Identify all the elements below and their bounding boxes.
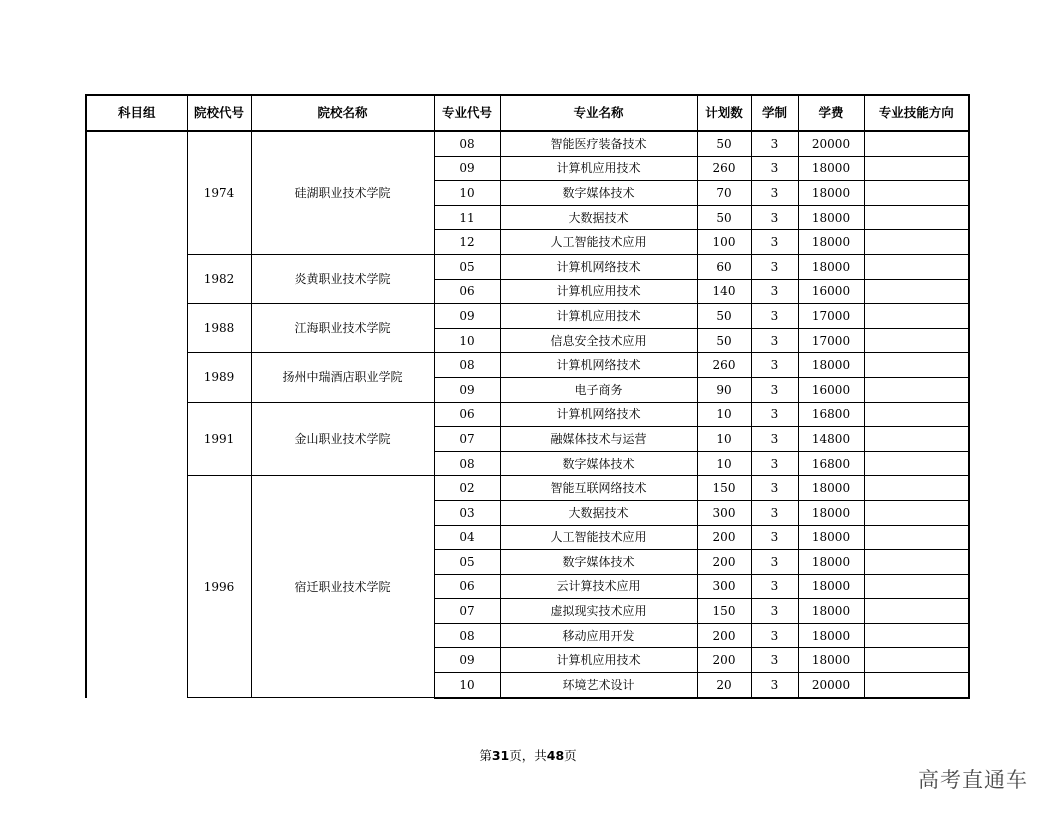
skill-direction-cell bbox=[864, 254, 969, 279]
skill-direction-cell bbox=[864, 574, 969, 599]
major-name-cell: 数字媒体技术 bbox=[500, 181, 697, 206]
tuition-cell: 16800 bbox=[798, 402, 864, 427]
major-code-cell: 05 bbox=[434, 550, 500, 575]
duration-cell: 3 bbox=[751, 623, 798, 648]
tuition-cell: 18000 bbox=[798, 205, 864, 230]
school-code-cell: 1996 bbox=[187, 476, 251, 698]
duration-cell: 3 bbox=[751, 205, 798, 230]
major-code-cell: 07 bbox=[434, 427, 500, 452]
skill-direction-cell bbox=[864, 500, 969, 525]
tuition-cell: 18000 bbox=[798, 599, 864, 624]
table-header-row bbox=[86, 95, 969, 131]
school-code-cell: 1982 bbox=[187, 254, 251, 303]
tuition-cell: 18000 bbox=[798, 623, 864, 648]
table-row bbox=[86, 476, 969, 501]
tuition-cell: 18000 bbox=[798, 254, 864, 279]
duration-cell: 3 bbox=[751, 328, 798, 353]
major-name-cell: 计算机网络技术 bbox=[500, 353, 697, 378]
footer-middle: 页，共 bbox=[509, 748, 547, 763]
header-major-name: 专业名称 bbox=[500, 95, 697, 131]
duration-cell: 3 bbox=[751, 353, 798, 378]
major-code-cell: 06 bbox=[434, 279, 500, 304]
duration-cell: 3 bbox=[751, 181, 798, 206]
tuition-cell: 18000 bbox=[798, 525, 864, 550]
major-code-cell: 10 bbox=[434, 181, 500, 206]
skill-direction-cell bbox=[864, 353, 969, 378]
major-name-cell: 信息安全技术应用 bbox=[500, 328, 697, 353]
plan-count-cell: 60 bbox=[697, 254, 751, 279]
plan-count-cell: 300 bbox=[697, 574, 751, 599]
skill-direction-cell bbox=[864, 648, 969, 673]
header-direction: 专业技能方向 bbox=[864, 95, 969, 131]
major-code-cell: 12 bbox=[434, 230, 500, 255]
subject-group-cell bbox=[86, 131, 187, 698]
duration-cell: 3 bbox=[751, 131, 798, 156]
major-code-cell: 08 bbox=[434, 623, 500, 648]
duration-cell: 3 bbox=[751, 550, 798, 575]
current-page-number: 31 bbox=[491, 748, 510, 763]
major-code-cell: 03 bbox=[434, 500, 500, 525]
major-code-cell: 06 bbox=[434, 574, 500, 599]
major-name-cell: 计算机应用技术 bbox=[500, 279, 697, 304]
plan-count-cell: 150 bbox=[697, 476, 751, 501]
plan-count-cell: 50 bbox=[697, 205, 751, 230]
table-row bbox=[86, 353, 969, 378]
major-name-cell: 计算机网络技术 bbox=[500, 402, 697, 427]
major-name-cell: 移动应用开发 bbox=[500, 623, 697, 648]
skill-direction-cell bbox=[864, 476, 969, 501]
skill-direction-cell bbox=[864, 623, 969, 648]
school-name-cell: 硅湖职业技术学院 bbox=[251, 131, 434, 254]
header-major-code: 专业代号 bbox=[434, 95, 500, 131]
plan-count-cell: 50 bbox=[697, 131, 751, 156]
skill-direction-cell bbox=[864, 550, 969, 575]
major-name-cell: 计算机应用技术 bbox=[500, 156, 697, 181]
duration-cell: 3 bbox=[751, 451, 798, 476]
major-name-cell: 智能医疗装备技术 bbox=[500, 131, 697, 156]
school-code-cell: 1989 bbox=[187, 353, 251, 402]
school-code-cell: 1988 bbox=[187, 304, 251, 353]
skill-direction-cell bbox=[864, 156, 969, 181]
major-code-cell: 10 bbox=[434, 673, 500, 698]
skill-direction-cell bbox=[864, 599, 969, 624]
school-name-cell: 江海职业技术学院 bbox=[251, 304, 434, 353]
duration-cell: 3 bbox=[751, 525, 798, 550]
school-name-cell: 炎黄职业技术学院 bbox=[251, 254, 434, 303]
duration-cell: 3 bbox=[751, 402, 798, 427]
table-body bbox=[86, 131, 969, 698]
major-code-cell: 05 bbox=[434, 254, 500, 279]
duration-cell: 3 bbox=[751, 304, 798, 329]
major-code-cell: 09 bbox=[434, 377, 500, 402]
admission-plan-table bbox=[85, 94, 970, 699]
major-name-cell: 计算机应用技术 bbox=[500, 304, 697, 329]
major-name-cell: 人工智能技术应用 bbox=[500, 230, 697, 255]
header-plan: 计划数 bbox=[697, 95, 751, 131]
skill-direction-cell bbox=[864, 205, 969, 230]
major-name-cell: 智能互联网络技术 bbox=[500, 476, 697, 501]
plan-count-cell: 300 bbox=[697, 500, 751, 525]
plan-count-cell: 100 bbox=[697, 230, 751, 255]
major-code-cell: 09 bbox=[434, 156, 500, 181]
tuition-cell: 18000 bbox=[798, 648, 864, 673]
tuition-cell: 18000 bbox=[798, 476, 864, 501]
major-name-cell: 电子商务 bbox=[500, 377, 697, 402]
plan-count-cell: 260 bbox=[697, 353, 751, 378]
skill-direction-cell bbox=[864, 377, 969, 402]
major-name-cell: 虚拟现实技术应用 bbox=[500, 599, 697, 624]
plan-count-cell: 90 bbox=[697, 377, 751, 402]
school-code-cell: 1974 bbox=[187, 131, 251, 254]
major-code-cell: 10 bbox=[434, 328, 500, 353]
school-code-cell: 1991 bbox=[187, 402, 251, 476]
tuition-cell: 16000 bbox=[798, 279, 864, 304]
plan-count-cell: 200 bbox=[697, 648, 751, 673]
major-name-cell: 计算机应用技术 bbox=[500, 648, 697, 673]
tuition-cell: 14800 bbox=[798, 427, 864, 452]
skill-direction-cell bbox=[864, 304, 969, 329]
header-school-code: 院校代号 bbox=[187, 95, 251, 131]
duration-cell: 3 bbox=[751, 673, 798, 698]
skill-direction-cell bbox=[864, 451, 969, 476]
major-code-cell: 09 bbox=[434, 304, 500, 329]
header-years: 学制 bbox=[751, 95, 798, 131]
tuition-cell: 18000 bbox=[798, 574, 864, 599]
school-name-cell: 扬州中瑞酒店职业学院 bbox=[251, 353, 434, 402]
major-code-cell: 08 bbox=[434, 353, 500, 378]
major-name-cell: 融媒体技术与运营 bbox=[500, 427, 697, 452]
tuition-cell: 16800 bbox=[798, 451, 864, 476]
major-name-cell: 大数据技术 bbox=[500, 205, 697, 230]
major-name-cell: 数字媒体技术 bbox=[500, 451, 697, 476]
major-code-cell: 08 bbox=[434, 451, 500, 476]
skill-direction-cell bbox=[864, 131, 969, 156]
skill-direction-cell bbox=[864, 230, 969, 255]
duration-cell: 3 bbox=[751, 427, 798, 452]
duration-cell: 3 bbox=[751, 377, 798, 402]
tuition-cell: 16000 bbox=[798, 377, 864, 402]
table-row bbox=[86, 402, 969, 427]
duration-cell: 3 bbox=[751, 279, 798, 304]
plan-count-cell: 10 bbox=[697, 402, 751, 427]
tuition-cell: 18000 bbox=[798, 500, 864, 525]
duration-cell: 3 bbox=[751, 648, 798, 673]
major-code-cell: 06 bbox=[434, 402, 500, 427]
major-code-cell: 04 bbox=[434, 525, 500, 550]
plan-count-cell: 10 bbox=[697, 427, 751, 452]
major-code-cell: 02 bbox=[434, 476, 500, 501]
major-name-cell: 大数据技术 bbox=[500, 500, 697, 525]
skill-direction-cell bbox=[864, 181, 969, 206]
duration-cell: 3 bbox=[751, 230, 798, 255]
major-code-cell: 11 bbox=[434, 205, 500, 230]
plan-count-cell: 140 bbox=[697, 279, 751, 304]
footer-prefix: 第 bbox=[479, 748, 492, 763]
page-footer bbox=[0, 746, 1056, 764]
skill-direction-cell bbox=[864, 402, 969, 427]
plan-count-cell: 200 bbox=[697, 550, 751, 575]
table-row bbox=[86, 254, 969, 279]
duration-cell: 3 bbox=[751, 476, 798, 501]
duration-cell: 3 bbox=[751, 500, 798, 525]
plan-count-cell: 50 bbox=[697, 328, 751, 353]
skill-direction-cell bbox=[864, 673, 969, 698]
major-code-cell: 09 bbox=[434, 648, 500, 673]
major-code-cell: 07 bbox=[434, 599, 500, 624]
major-code-cell: 08 bbox=[434, 131, 500, 156]
skill-direction-cell bbox=[864, 328, 969, 353]
table-row bbox=[86, 304, 969, 329]
plan-count-cell: 70 bbox=[697, 181, 751, 206]
skill-direction-cell bbox=[864, 279, 969, 304]
tuition-cell: 17000 bbox=[798, 328, 864, 353]
plan-count-cell: 10 bbox=[697, 451, 751, 476]
tuition-cell: 18000 bbox=[798, 550, 864, 575]
plan-count-cell: 20 bbox=[697, 673, 751, 698]
skill-direction-cell bbox=[864, 525, 969, 550]
tuition-cell: 17000 bbox=[798, 304, 864, 329]
header-fee: 学费 bbox=[798, 95, 864, 131]
plan-count-cell: 150 bbox=[697, 599, 751, 624]
major-name-cell: 环境艺术设计 bbox=[500, 673, 697, 698]
total-page-number: 48 bbox=[546, 748, 565, 763]
major-name-cell: 人工智能技术应用 bbox=[500, 525, 697, 550]
tuition-cell: 18000 bbox=[798, 181, 864, 206]
watermark: 高考直通车 bbox=[918, 768, 1028, 792]
duration-cell: 3 bbox=[751, 254, 798, 279]
plan-count-cell: 200 bbox=[697, 525, 751, 550]
header-school-name: 院校名称 bbox=[251, 95, 434, 131]
major-name-cell: 云计算技术应用 bbox=[500, 574, 697, 599]
duration-cell: 3 bbox=[751, 574, 798, 599]
tuition-cell: 18000 bbox=[798, 156, 864, 181]
plan-count-cell: 260 bbox=[697, 156, 751, 181]
plan-count-cell: 50 bbox=[697, 304, 751, 329]
header-group: 科目组 bbox=[86, 95, 187, 131]
tuition-cell: 18000 bbox=[798, 353, 864, 378]
plan-count-cell: 200 bbox=[697, 623, 751, 648]
footer-suffix: 页 bbox=[564, 748, 577, 763]
major-name-cell: 数字媒体技术 bbox=[500, 550, 697, 575]
tuition-cell: 20000 bbox=[798, 673, 864, 698]
tuition-cell: 18000 bbox=[798, 230, 864, 255]
table-row bbox=[86, 131, 969, 156]
duration-cell: 3 bbox=[751, 156, 798, 181]
skill-direction-cell bbox=[864, 427, 969, 452]
school-name-cell: 宿迁职业技术学院 bbox=[251, 476, 434, 698]
duration-cell: 3 bbox=[751, 599, 798, 624]
major-name-cell: 计算机网络技术 bbox=[500, 254, 697, 279]
tuition-cell: 20000 bbox=[798, 131, 864, 156]
school-name-cell: 金山职业技术学院 bbox=[251, 402, 434, 476]
